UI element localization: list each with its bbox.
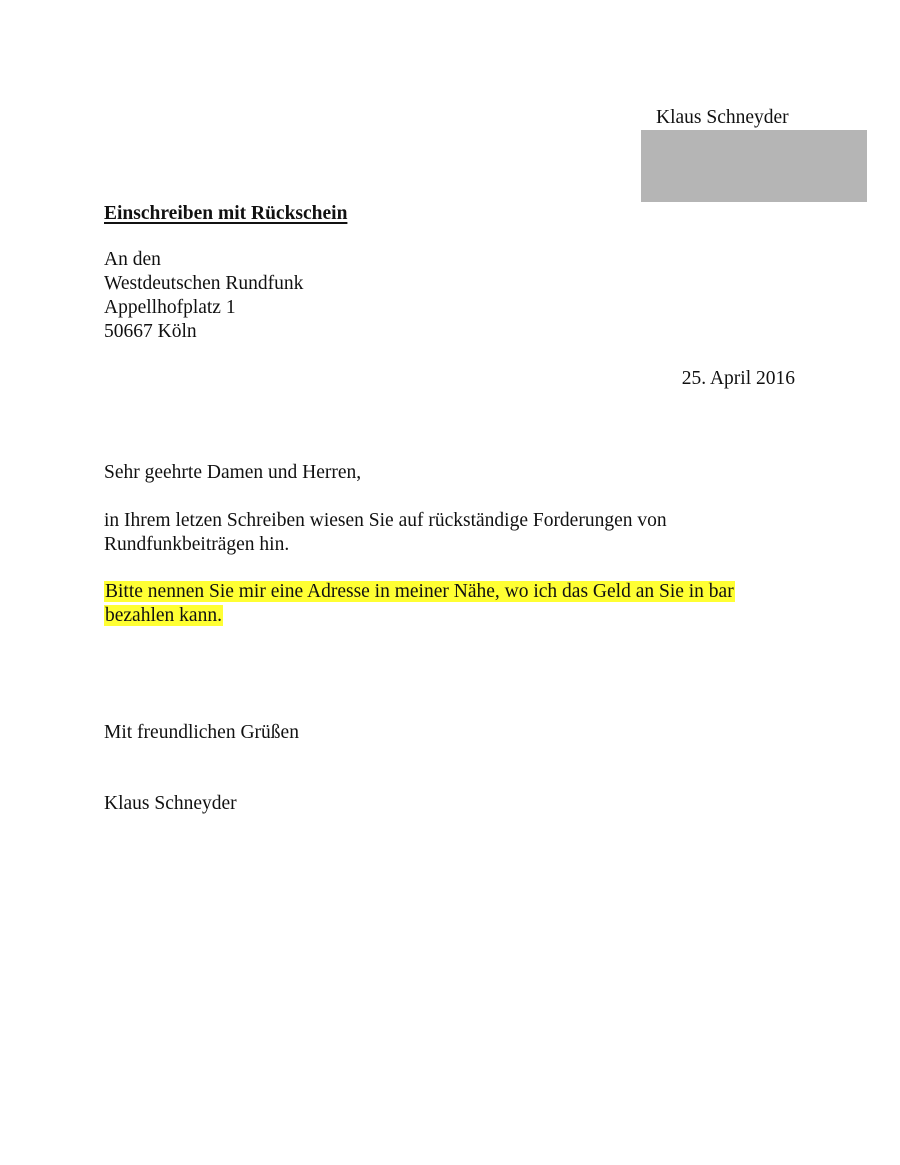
recipient-line: 50667 Köln: [104, 321, 197, 342]
highlighted-line: bezahlen kann.: [105, 605, 222, 626]
highlighted-request-paragraph: [104, 580, 735, 628]
closing: Mit freundlichen Grüßen: [104, 722, 299, 743]
recipient-line: Westdeutschen Rundfunk: [104, 273, 304, 294]
paragraph-line: Rundfunkbeiträgen hin.: [104, 534, 290, 555]
recipient-address: [104, 248, 303, 344]
paragraph-line: in Ihrem letzen Schreiben wiesen Sie auf rückständige Forderungen von: [104, 510, 667, 531]
sender-name: Klaus Schneyder: [656, 107, 789, 128]
signature: Klaus Schneyder: [104, 793, 237, 814]
letter-subject: Einschreiben mit Rückschein: [104, 203, 348, 224]
letter-date: 25. April 2016: [681, 368, 795, 389]
recipient-line: An den: [104, 249, 161, 270]
recipient-line: Appellhofplatz 1: [104, 297, 236, 318]
highlighted-line: Bitte nennen Sie mir eine Adresse in meiner Nähe, wo ich das Geld an Sie in bar: [105, 581, 734, 602]
salutation: Sehr geehrte Damen und Herren,: [104, 462, 362, 483]
redacted-address-block: [641, 130, 867, 202]
body-paragraph-1: [104, 509, 667, 557]
